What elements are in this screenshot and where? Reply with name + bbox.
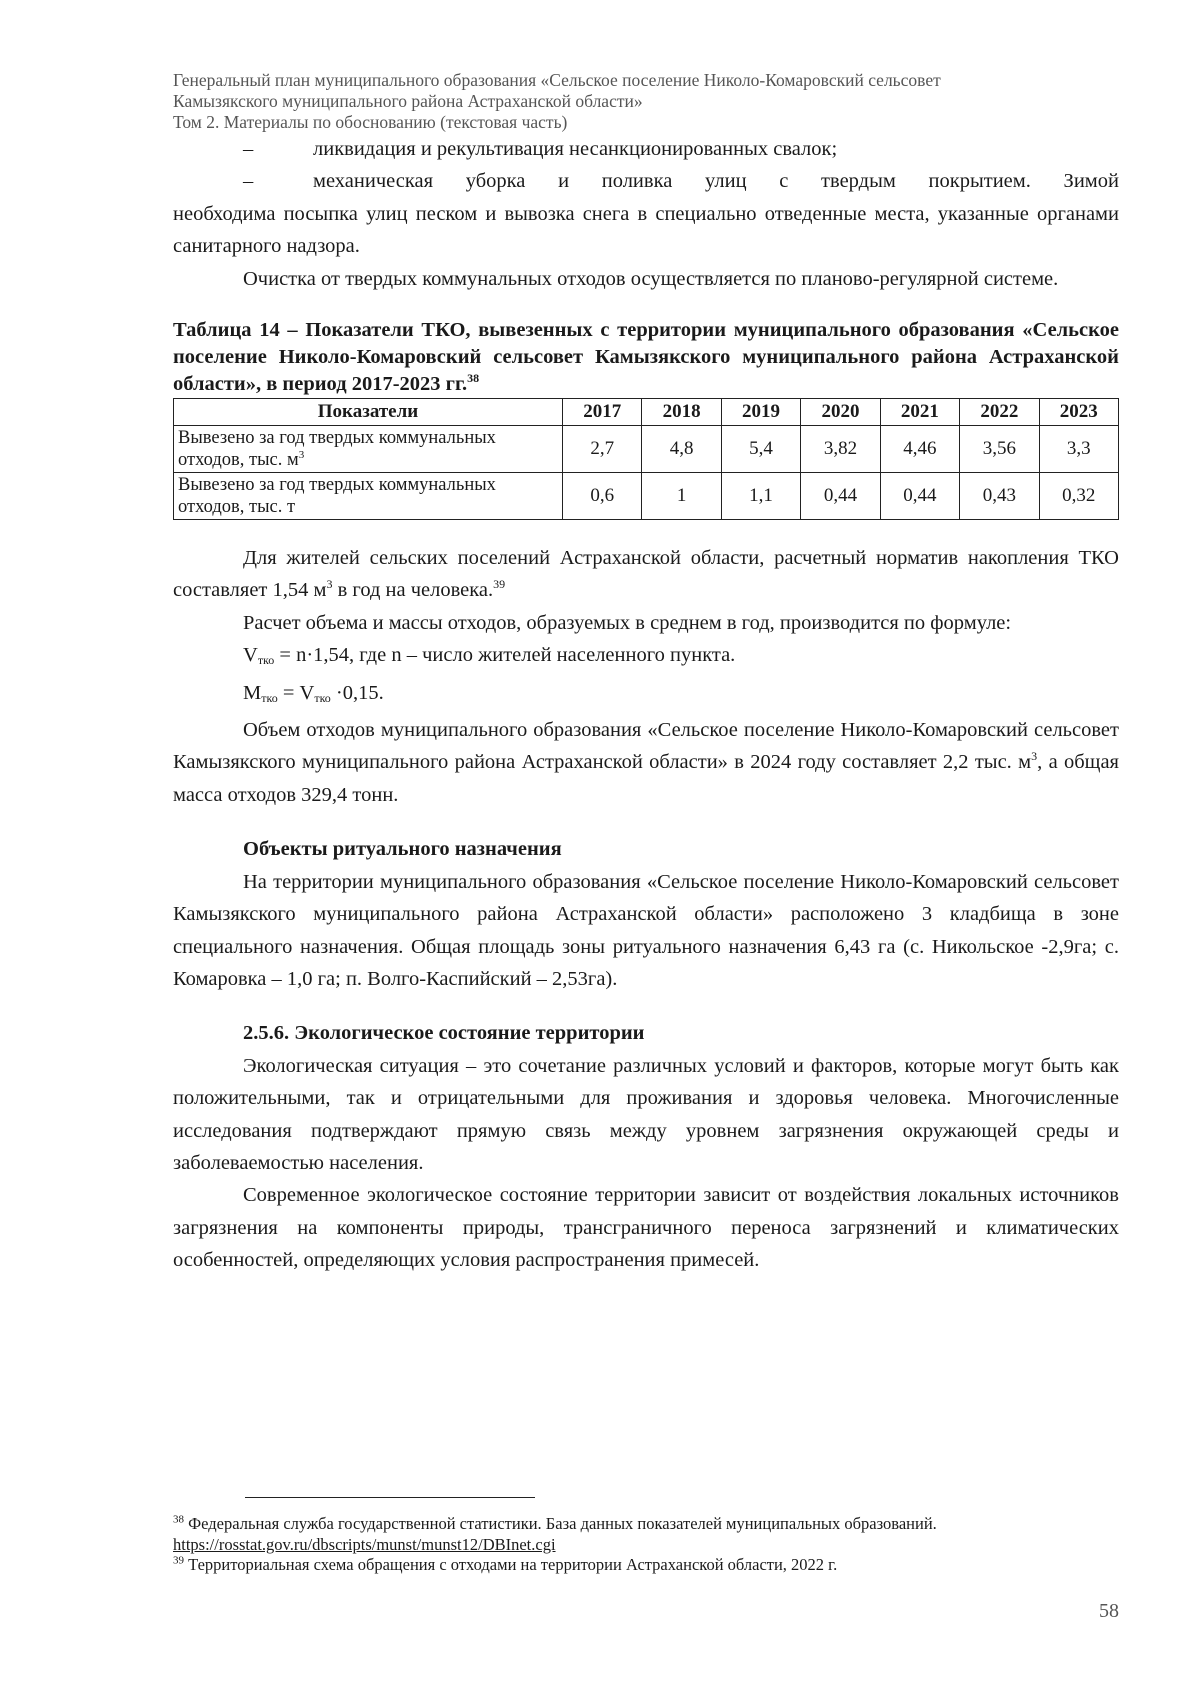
unit-superscript: 3	[326, 577, 333, 592]
table-header-year: 2019	[721, 399, 800, 426]
table-header-year: 2023	[1039, 399, 1118, 426]
table-row-label	[174, 426, 563, 473]
document-body	[173, 133, 1119, 1277]
formula-volume	[173, 639, 1119, 676]
table-header-row	[174, 399, 1119, 426]
document-page	[173, 70, 1119, 1277]
formula-text: = V	[277, 681, 315, 704]
paragraph-ecology-1: Экологическая ситуация – это сочетание различных условий и факторов, которые могут быть как положительными, так и отрицательными для проживания и здоровья человека. Многочисленные исследования подтверждают прямую связь между уровнем загрязнения окружающей среды и заболеваемостью населения.	[173, 1054, 1119, 1174]
table-cell: 2,7	[563, 426, 642, 473]
table-header-label: Показатели	[174, 399, 563, 426]
table-row	[174, 473, 1119, 520]
paragraph-volume	[173, 714, 1119, 811]
footnote-38-link-line	[173, 1535, 1119, 1555]
formula-text: ·0,15.	[330, 681, 384, 704]
volume-text-end: , а общая масса отходов 329,4 тонн.	[173, 751, 1119, 806]
bullet-text: механическая уборка и поливка улиц с твердым покрытием. Зимой	[313, 170, 1119, 193]
table-row-label: Вывезено за год твердых коммунальных отходов, тыс. т	[174, 473, 563, 520]
table-caption-text: Таблица 14 – Показатели ТКО, вывезенных с территории муниципального образования «Сельское поселение Николо-Комаровский сельсовет Камызякского муниципального района Астраханской области», в период 2017-2023 гг.	[173, 319, 1119, 396]
table-header-year: 2021	[880, 399, 959, 426]
footnote-number: 38	[173, 1513, 184, 1526]
footnote-text: Территориальная схема обращения с отходами на территории Астраханской области, 2022 г.	[184, 1555, 838, 1574]
footnote-ref: 38	[467, 371, 480, 386]
table-caption	[173, 317, 1119, 398]
table-cell: 3,56	[960, 426, 1039, 473]
bullet-dash: –	[243, 138, 254, 160]
formula-symbol: M	[243, 681, 262, 704]
bullet-item	[173, 165, 1119, 197]
table-cell: 3,82	[801, 426, 880, 473]
paragraph-norm	[173, 542, 1119, 607]
table-cell: 0,44	[801, 473, 880, 520]
unit-superscript: 3	[1031, 749, 1038, 764]
table-cell: 1	[642, 473, 721, 520]
bullet-dash: –	[243, 170, 254, 193]
paragraph-ecology-2: Современное экологическое состояние территории зависит от воздействия локальных источников загрязнения на компоненты природы, трансграничного переноса загрязнений и климатических особенностей, определяющих условия распространения примесей.	[173, 1184, 1119, 1272]
table-cell: 5,4	[721, 426, 800, 473]
volume-text: Объем отходов муниципального образования «Сельское поселение Николо-Комаровский сельсовет Камызякского муниципального района Астраханской области» в 2024 году составляет 2,2 тыс. м	[173, 719, 1119, 774]
norm-text: Для жителей сельских поселений Астраханской области, расчетный норматив накопления ТКО составляет 1,54 м	[173, 547, 1119, 602]
formula-symbol: V	[243, 644, 258, 667]
table-row	[174, 426, 1119, 473]
unit-superscript: 3	[298, 448, 305, 461]
paragraph-ritual: На территории муниципального образования «Сельское поселение Николо-Комаровский сельсовет Камызякского муниципального района Астраханской области» расположено 3 кладбища в зоне специального назначения. Общая площадь зоны ритуального назначения 6,43 га (с. Никольское -2,9га; с. Комаровка – 1,0 га; п. Волго-Каспийский – 2,53га).	[173, 870, 1119, 990]
header-line-3: Том 2. Материалы по обоснованию (текстовая часть)	[173, 112, 568, 132]
formula-subscript: тко	[314, 690, 331, 705]
table-header-year: 2020	[801, 399, 880, 426]
table-cell: 0,44	[880, 473, 959, 520]
paragraph-cleaning: Очистка от твердых коммунальных отходов осуществляется по планово-регулярной системе.	[243, 267, 1059, 290]
footnote-number: 39	[173, 1554, 184, 1567]
footnote-separator	[245, 1497, 535, 1498]
section-heading-ecology: 2.5.6. Экологическое состояние территории	[243, 1022, 645, 1045]
table-cell: 0,32	[1039, 473, 1118, 520]
footnote-link[interactable]: https://rosstat.gov.ru/dbscripts/munst/munst12/DBInet.cgi	[173, 1535, 556, 1554]
bullet-continuation: необходима посыпка улиц песком и вывозка снега в специально отведенные места, указанные органами санитарного надзора.	[173, 202, 1119, 258]
table-header-year: 2017	[563, 399, 642, 426]
running-header	[173, 70, 1119, 133]
header-line-2: Камызякского муниципального района Астраханской области»	[173, 91, 643, 111]
table-header-year: 2018	[642, 399, 721, 426]
paragraph-formula-intro: Расчет объема и массы отходов, образуемых в среднем в год, производится по формуле:	[243, 611, 1012, 634]
table-cell: 4,46	[880, 426, 959, 473]
row-label-text: Вывезено за год твердых коммунальных отходов, тыс. м	[178, 428, 496, 471]
spacer	[173, 520, 1119, 542]
header-line-1: Генеральный план муниципального образования «Сельское поселение Николо-Комаровский сельсовет	[173, 70, 941, 90]
table-cell: 0,43	[960, 473, 1039, 520]
table-header-year: 2022	[960, 399, 1039, 426]
table-cell: 3,3	[1039, 426, 1118, 473]
formula-subscript: тко	[261, 690, 278, 705]
footnote-38	[173, 1514, 1119, 1534]
bullet-item	[173, 133, 1119, 165]
table-cell: 0,6	[563, 473, 642, 520]
formula-subscript: тко	[257, 653, 275, 668]
footnote-text: Федеральная служба государственной статистики. База данных показателей муниципальных образований.	[184, 1514, 937, 1533]
norm-text-end: в год на человека.	[332, 579, 494, 602]
page-number: 58	[1099, 1600, 1119, 1622]
table-cell: 1,1	[721, 473, 800, 520]
footnote-39	[173, 1555, 1119, 1575]
bullet-text: ликвидация и рекультивация несанкционированных свалок;	[313, 138, 838, 160]
footnote-ref: 39	[493, 577, 506, 592]
table-cell: 4,8	[642, 426, 721, 473]
formula-mass	[173, 677, 1119, 714]
waste-table	[173, 398, 1119, 520]
formula-text: = n·1,54, где n – число жителей населенного пункта.	[274, 644, 736, 667]
section-heading-ritual: Объекты ритуального назначения	[243, 838, 562, 861]
